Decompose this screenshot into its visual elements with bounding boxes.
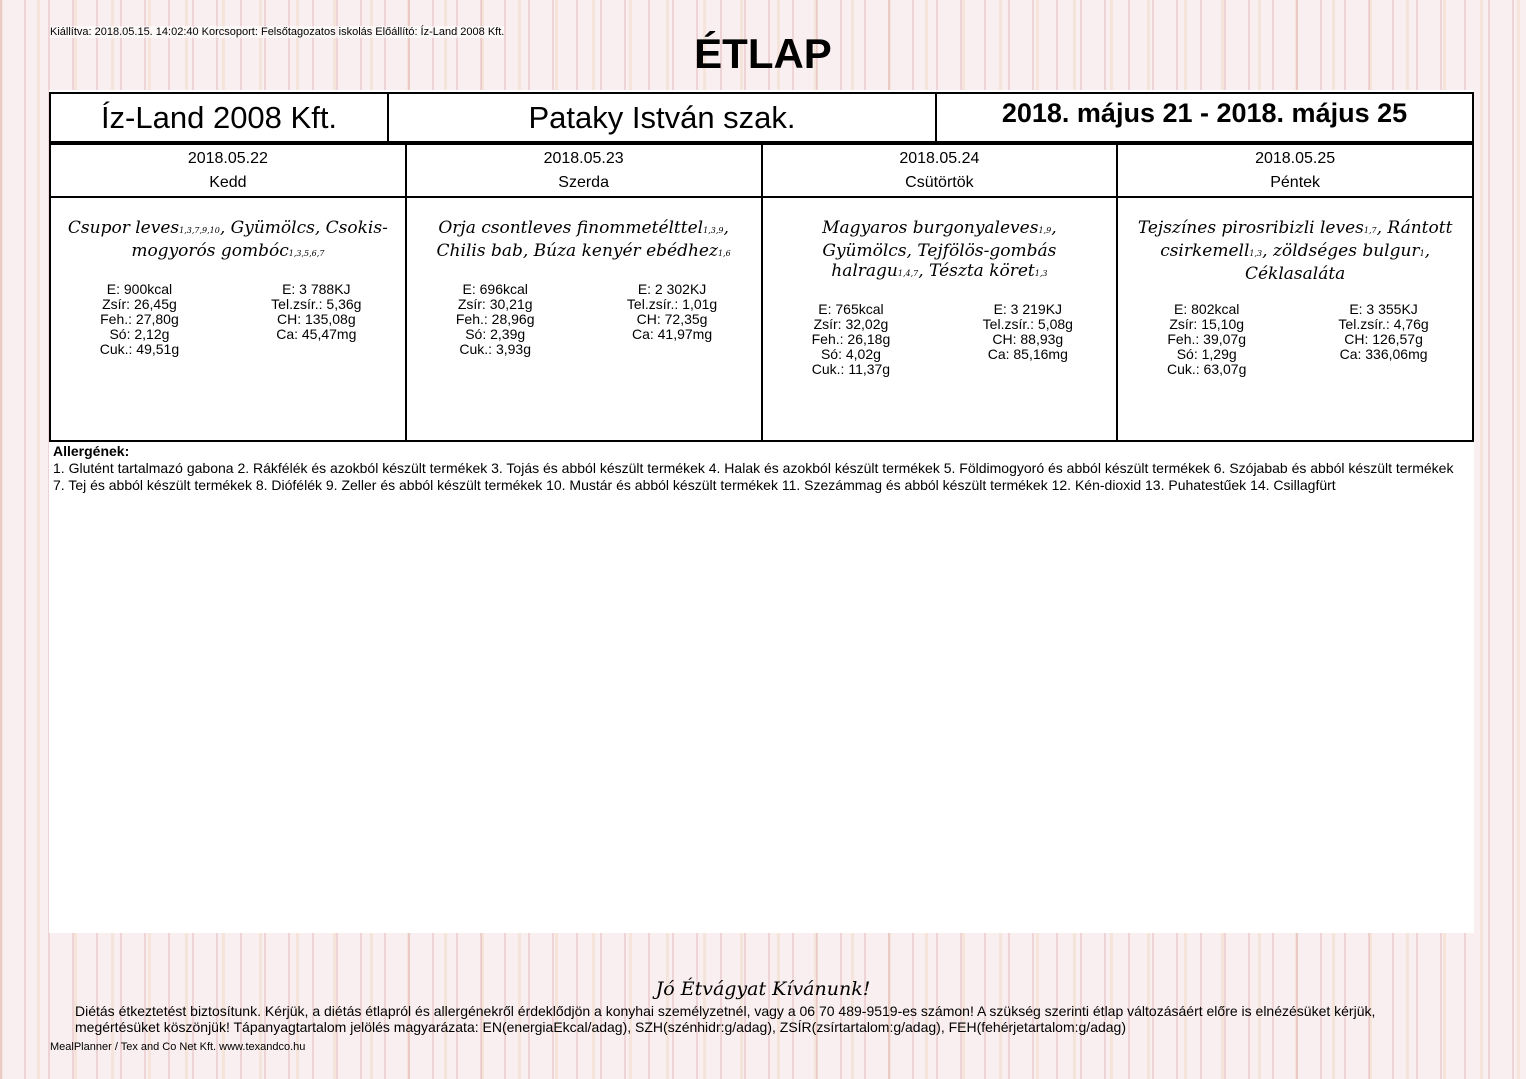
day-name: Kedd	[209, 173, 247, 191]
diet-note: Diétás étkeztetést biztosítunk. Kérjük, a diétás étlapról és allergénekről érdeklődjön a konyhai személyzetnél, vagy a 06 70 489-9519-es számon! A szükség szerinti étlap változásáért előre is elnézésüket kérjük, megértésüket köszönjük! Tápanyagtartalom jelölés magyarázata: EN(energiaEkcal/adag), SZH(szénhidr:g/adag), ZSÍR(zsírtartalom:g/adag), FEH(fehérjetartalom:g/adag)	[75, 1003, 1376, 1035]
issue-meta: Kiállítva: 2018.05.15. 14:02:40 Korcsoport: Felsőtagozatos iskolás Előállító: Íz-Land 2008 Kft.	[50, 26, 505, 38]
menu-grid	[49, 143, 1474, 442]
day-date: 2018.05.25	[1255, 149, 1336, 167]
day-menu	[50, 197, 406, 441]
day-date: 2018.05.22	[187, 149, 268, 167]
day-date: 2018.05.23	[543, 149, 624, 167]
nutrition: E: 900kcal Zsír: 26,45g Feh.: 27,80g Só: 2,12g Cuk.: 49,51g E: 3 788KJ Tel.zsír.: 5,36g CH: 135,08g Ca: 45,47mg	[99, 281, 362, 357]
dish: Tejszínes pirosribizli leves1,7, Rántott csirkemell1,3, zöldséges bulgur1, Céklasaláta	[1137, 218, 1453, 284]
day-name: Péntek	[1270, 173, 1321, 191]
allergen-line: 7. Tej és abból készült termékek 8. Diófélék 9. Zeller és abból készült termékek 10. Mustár és abból készült termékek 11. Szezámmag és abból készült termékek 12. Kén-dioxid 13. Puhatestűek 14. Csillagfürt	[53, 477, 1336, 493]
day-header	[406, 144, 762, 197]
day-menu	[762, 197, 1118, 441]
nutrition: E: 765kcal Zsír: 32,02g Feh.: 26,18g Só: 4,02g Cuk.: 11,37g E: 3 219KJ Tel.zsír.: 5,08g CH: 88,93g Ca: 85,16mg	[811, 301, 1073, 377]
day-name: Szerda	[558, 173, 609, 191]
allergen-line: 1. Glutént tartalmazó gabona 2. Rákfélék és azokból készült termékek 3. Tojás és abból készült termékek 4. Halak és azokból készült termékek 5. Földimogyoró és abból készült termékek 6. Szójabab és abból készült termékek	[53, 460, 1454, 476]
nutrition: E: 696kcal Zsír: 30,21g Feh.: 28,96g Só: 2,39g Cuk.: 3,93g E: 2 302KJ Tel.zsír.: 1,01g CH: 72,35g Ca: 41,97mg	[455, 281, 718, 357]
dish: Magyaros burgonyaleves1,9, Gyümölcs, Tejfölös-gombás halragu1,4,7, Tészta köret1,3	[822, 218, 1057, 281]
day-date: 2018.05.24	[899, 149, 980, 167]
allergen-legend	[53, 443, 1513, 494]
day-menu	[406, 197, 762, 441]
wish-text: Jó Étvágyat Kívánunk!	[655, 978, 871, 1000]
day-header	[50, 144, 406, 197]
menu-header	[49, 92, 1474, 143]
dish: Orja csontleves finommetélttel1,3,9, Chilis bab, Búza kenyér ebédhez1,6	[436, 218, 731, 261]
school-name: Pataky István szak.	[388, 93, 936, 142]
allergen-heading: Allergének:	[53, 443, 130, 459]
period: 2018. május 21 - 2018. május 25	[936, 93, 1473, 142]
day-header	[1117, 144, 1473, 197]
day-header	[762, 144, 1118, 197]
day-name: Csütörtök	[905, 173, 974, 191]
day-menu	[1117, 197, 1473, 441]
dish: Csupor leves1,3,7,9,10, Gyümölcs, Csokis-mogyorós gombóc1,3,5,6,7	[67, 218, 388, 261]
company-name: Íz-Land 2008 Kft.	[50, 93, 388, 142]
nutrition: E: 802kcal Zsír: 15,10g Feh.: 39,07g Só: 1,29g Cuk.: 63,07g E: 3 355KJ Tel.zsír.: 4,76g CH: 126,57g Ca: 336,06mg	[1166, 301, 1429, 377]
footer-credit: MealPlanner / Tex and Co Net Kft. www.texandco.hu	[50, 1041, 306, 1053]
page-title: ÉTLAP	[694, 30, 832, 77]
